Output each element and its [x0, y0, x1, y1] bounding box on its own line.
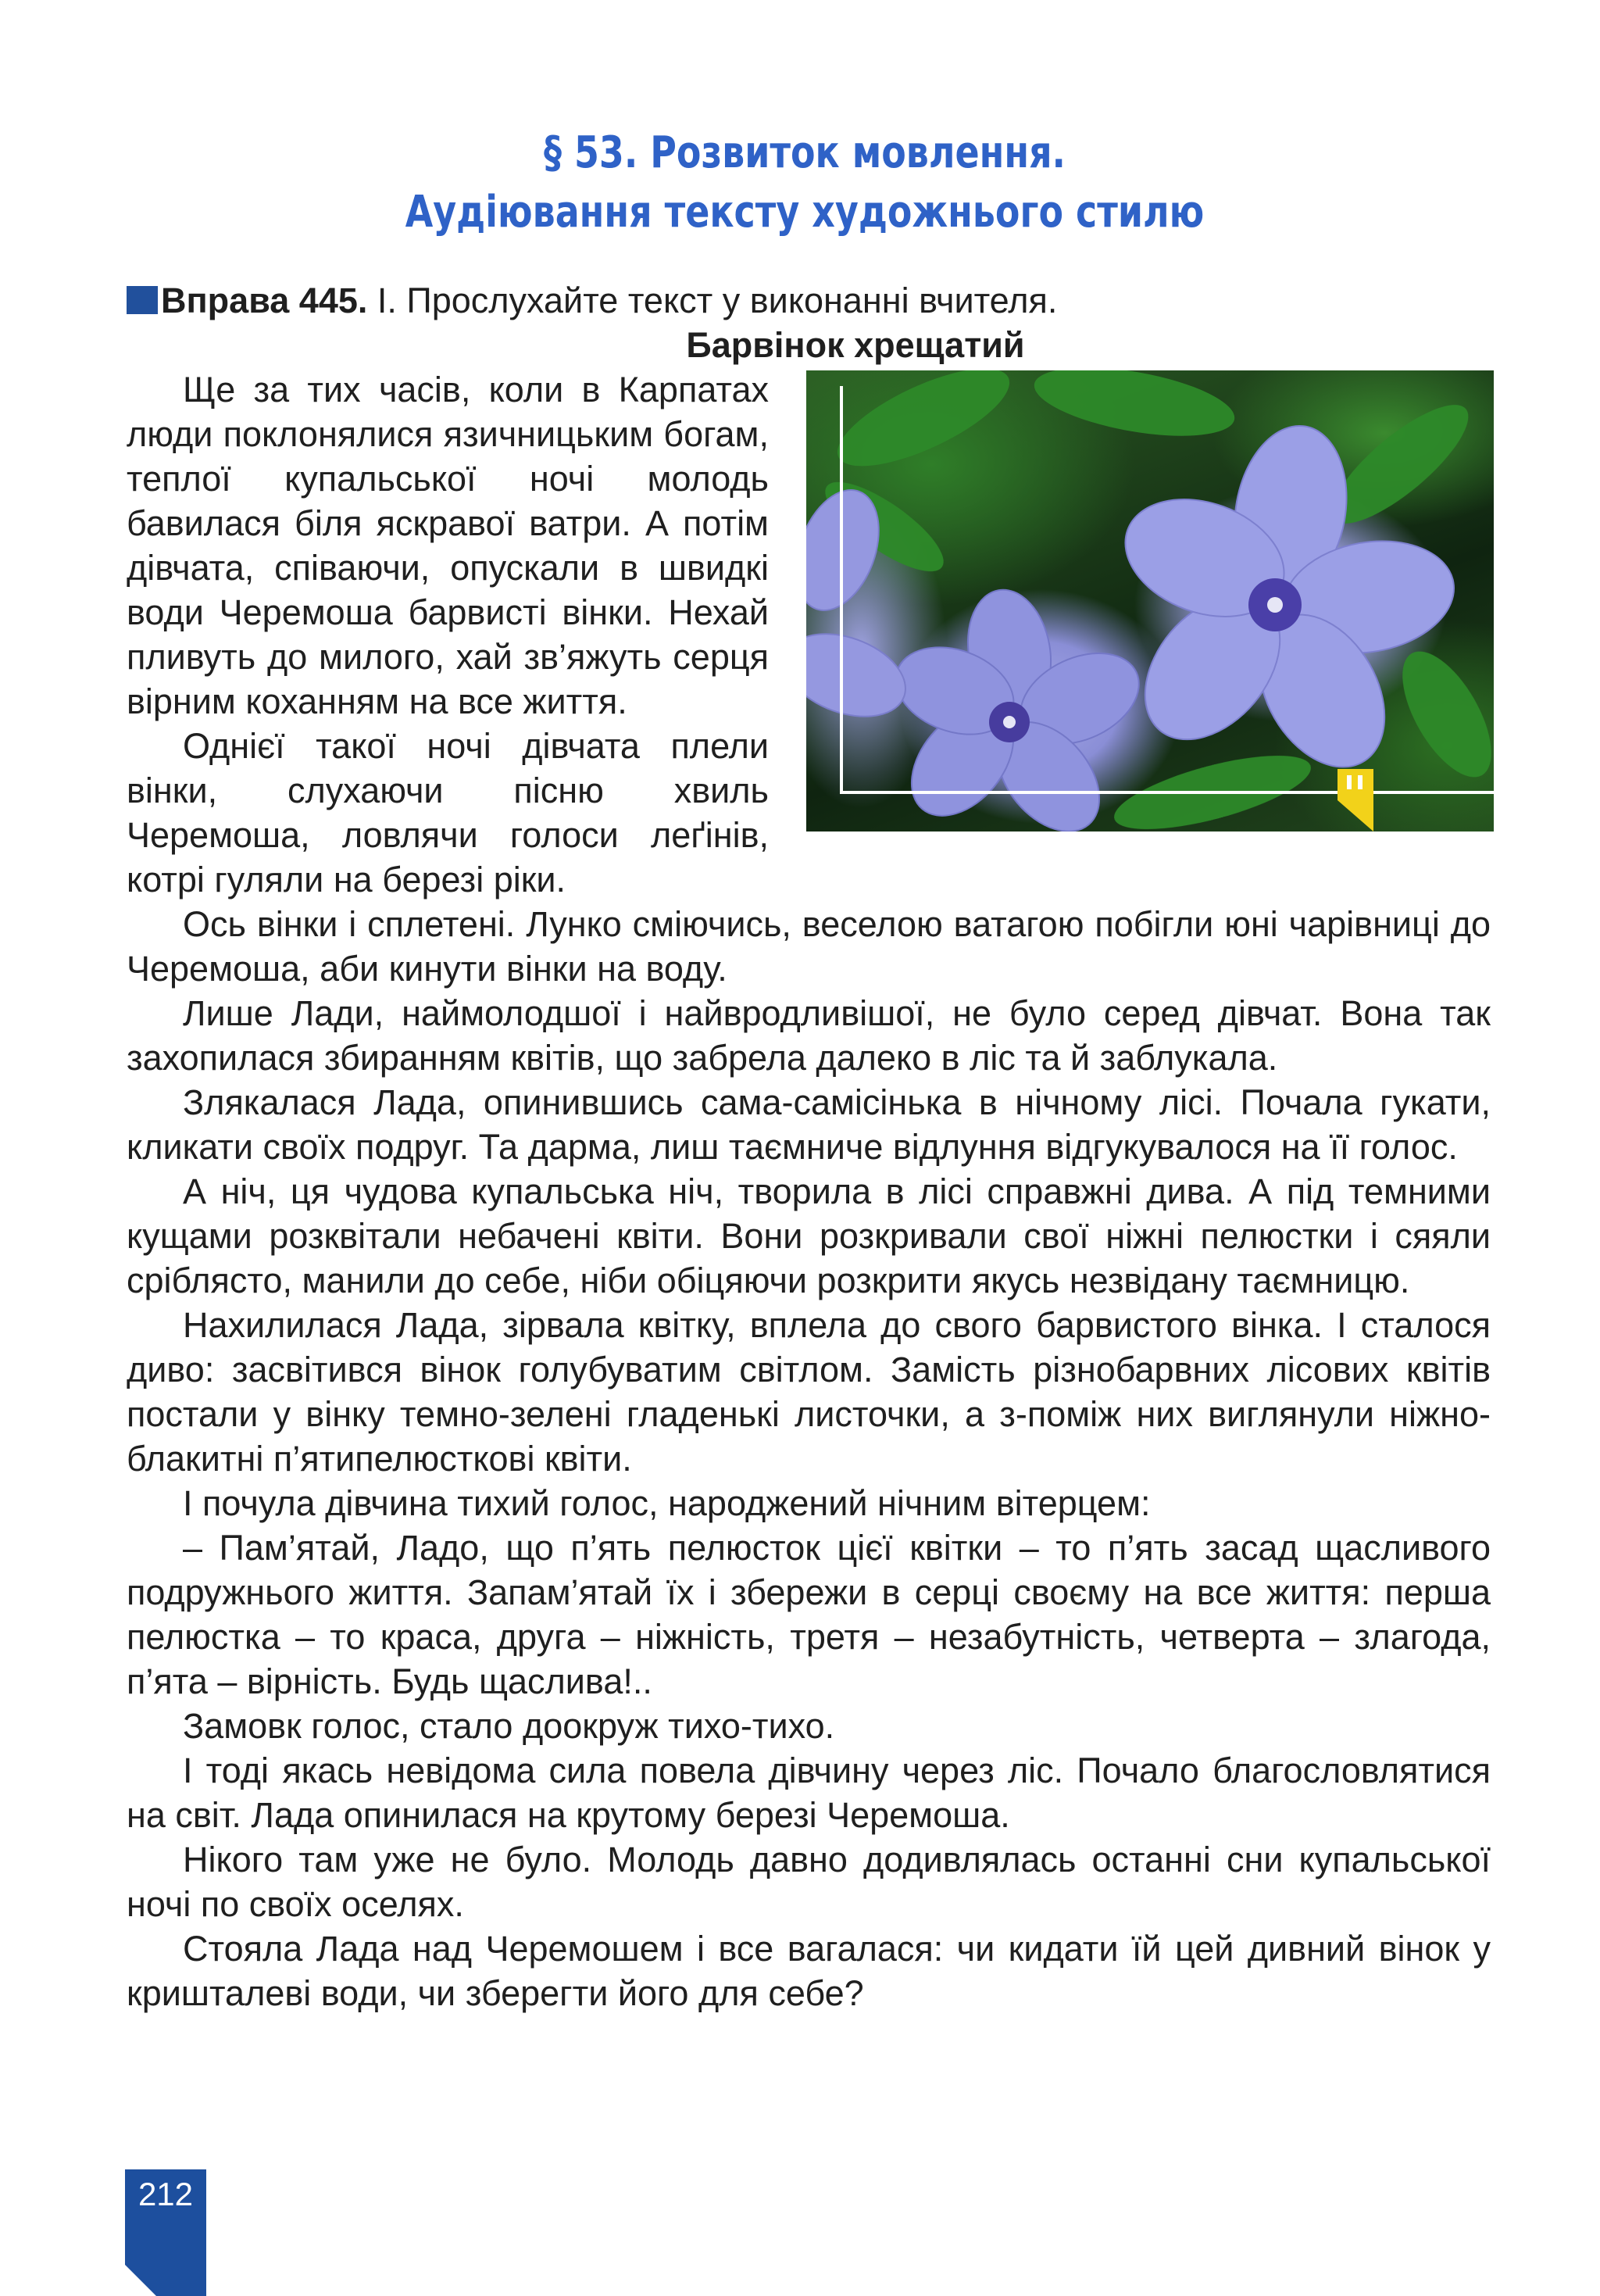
paragraph-4: Лише Лади, наймолодшої і найвродливішої, не було серед дівчат. Вона так захопилася збиранням квітів, що забрела далеко в ліс та й заблукала. [127, 993, 1491, 1078]
paragraph-11: І тоді якась невідома сила повела дівчину через ліс. Почало благословлятися на світ. Лада опинилася на крутому березі Черемоша. [127, 1751, 1491, 1835]
section-title-line-1: § 53. Розвиток мовлення. [543, 127, 1066, 178]
paragraph-13: Стояла Лада над Черемошем і все вагалася: чи кидати їй цей дивний вінок у кришталеві води, чи зберегти його для себе? [127, 1929, 1491, 2013]
paragraph-5: Злякалася Лада, опинившись сама-самісінька в нічному лісі. Почала гукати, кликати своїх подруг. Та дарма, лиш таємниче відлуння відгукувалося на її голос. [127, 1082, 1491, 1167]
exercise-task: І. Прослухайте текст у виконанні вчителя. [367, 281, 1058, 320]
section-heading [248, 123, 1362, 242]
page-number-badge [125, 2169, 206, 2296]
paragraph-2: Однієї такої ночі дівчата плели вінки, слухаючи пісню хвиль Черемоша, ловлячи голоси леґінів, котрі гуляли на березі ріки. [127, 726, 769, 899]
paragraph-10: Замовк голос, стало доокруж тихо-тихо. [183, 1706, 835, 1746]
periwinkle-illustration [806, 370, 1494, 831]
periwinkle-photo [806, 370, 1494, 831]
paragraph-12: Нікого там уже не було. Молодь давно додивлялась останні сни купальської ночі по своїх оселях. [127, 1840, 1491, 1924]
paragraph-8: І почула дівчина тихий голос, народжений нічним вітерцем: [183, 1483, 1151, 1523]
paragraph-6: А ніч, ця чудова купальська ніч, творила в лісі справжні дива. А під темними кущами розквітали небачені квіти. Вони розкривали свої ніжні пелюстки і сяяли сріблясто, манили до себе, ніби обіцяючи розкрити якусь незвідану таємницю. [127, 1171, 1491, 1300]
section-title-line-2: Аудіювання тексту художнього стилю [405, 187, 1205, 238]
text-title: Барвінок хрещатий [686, 325, 1025, 365]
paragraph-9: – Пам’ятай, Ладо, що п’ять пелюсток цієї квітки – то п’ять засад щасливого подружнього життя. Запам’ятай їх і збережи в серці своєму на все життя: перша пелюстка – то краса, друга – ніжність, третя – незабутність, четверта – злагода, п’ята – вірність. Будь щаслива!.. [127, 1528, 1491, 1701]
page-number: 212 [138, 2176, 194, 2212]
page-content [127, 278, 1491, 2015]
exercise-line [127, 278, 1491, 323]
paragraph-7: Нахилилася Лада, зірвала квітку, вплела до свого барвистого вінка. І сталося диво: засвітився вінок голубуватим світлом. Замість різнобарвних лісових квітів постали у вінку темно-зелені гладенькі листочки, а з-поміж них виглянули ніжно-блакитні п’ятипелюсткові квіти. [127, 1305, 1491, 1479]
paragraph-3: Ось вінки і сплетені. Лунко сміючись, веселою ватагою побігли юні чарівниці до Черемоша, аби кинути вінки на воду. [127, 904, 1491, 989]
exercise-number: Вправа 445. [161, 281, 368, 320]
paragraph-1: Ще за тих часів, коли в Карпатах люди поклонялися язичницьким богам, теплої купальської ночі молодь бавилася біля яскравої ватри. А потім дівчата, співаючи, опускали в швидкі води Черемоша барвисті вінки. Нехай пливуть до милого, хай зв’яжуть серця вірним коханням на все життя. [127, 370, 769, 721]
exercise-marker-icon [127, 286, 158, 314]
